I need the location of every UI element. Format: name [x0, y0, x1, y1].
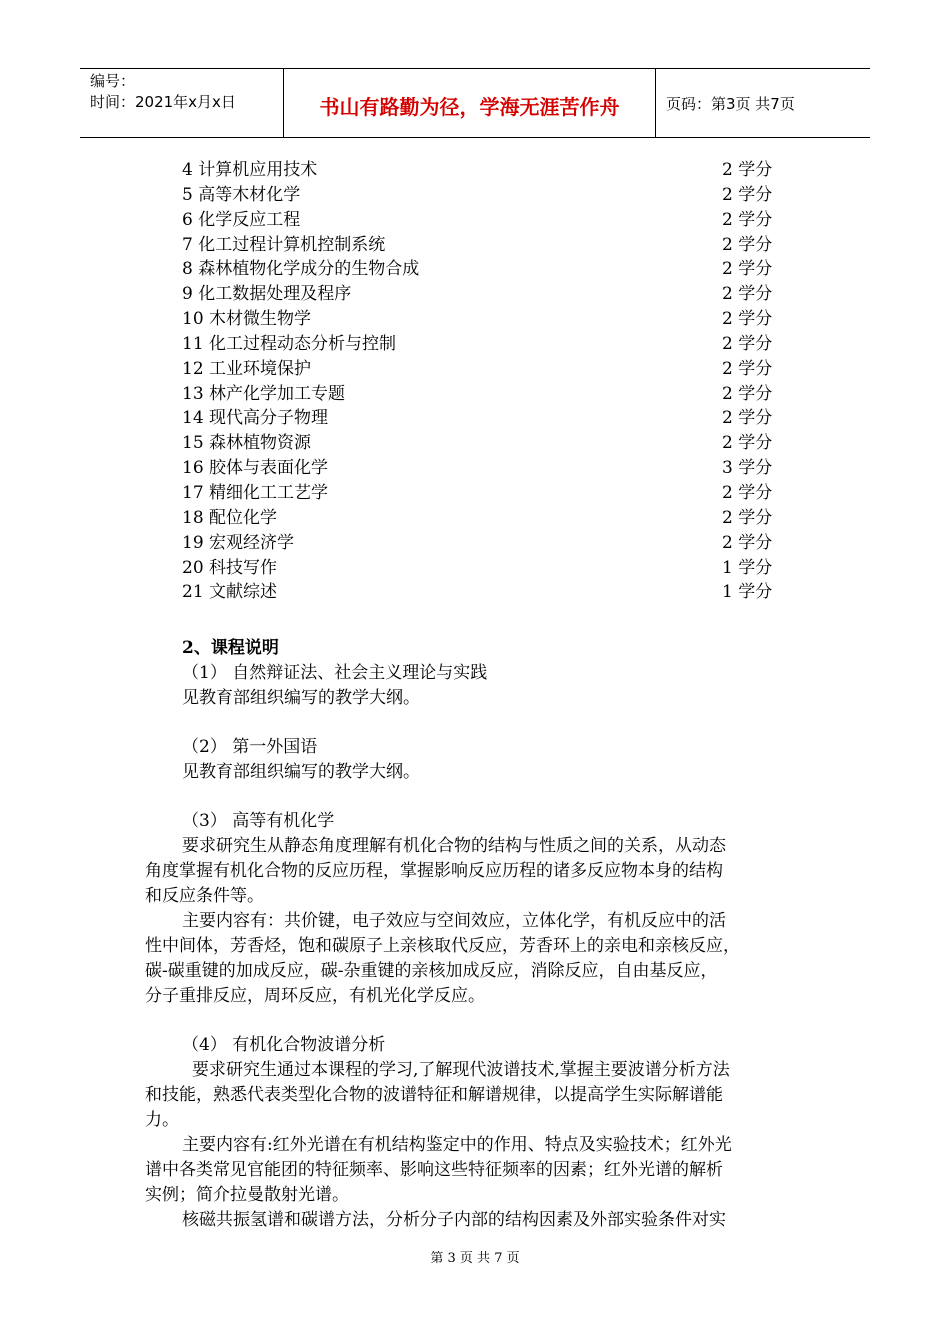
- course-row: [182, 382, 802, 407]
- course-credit: 2 学分: [722, 532, 773, 553]
- header-meta: [90, 71, 285, 113]
- course-list: [182, 158, 802, 605]
- header-motto: 书山有路勤为径，学海无涯苦作舟: [319, 95, 620, 119]
- header-time-label: 时间：2021年x月x日: [90, 93, 236, 111]
- course-row: [182, 406, 802, 431]
- course-name: 10 木材微生物学: [182, 309, 312, 330]
- course-row: [182, 556, 802, 581]
- course-name: 12 工业环境保护: [182, 358, 312, 379]
- course-credit: 2 学分: [722, 358, 773, 379]
- page-footer: 第 3 页 共 7 页: [430, 1251, 520, 1266]
- course-name: 19 宏观经济学: [182, 532, 295, 553]
- course-credit: 2 学分: [722, 433, 773, 454]
- header-page-info: 页码：第3页 共7页: [666, 95, 795, 113]
- course-name: 21 文献综述: [182, 582, 278, 603]
- course-name: 5 高等木材化学: [182, 184, 301, 205]
- subsection-title: （4） 有机化合物波谱分析: [182, 1035, 386, 1055]
- course-row: [182, 481, 802, 506]
- course-name: 4 计算机应用技术: [182, 160, 318, 180]
- course-row: [182, 233, 802, 258]
- course-row: [182, 580, 802, 605]
- course-name: 13 林产化学加工专题: [182, 383, 346, 404]
- course-name: 8 森林植物化学成分的生物合成: [182, 259, 420, 280]
- course-credit: 2 学分: [722, 284, 773, 305]
- paragraph-line: 力。: [145, 1110, 179, 1130]
- header-number-label: 编号：: [90, 72, 136, 90]
- course-credit: 2 学分: [722, 234, 773, 255]
- page-header: [80, 68, 870, 138]
- course-credit: 2 学分: [722, 209, 773, 230]
- course-name: 11 化工过程动态分析与控制: [182, 333, 397, 354]
- paragraph-line: 性中间体，芳香烃，饱和碳原子上亲核取代反应，芳香环上的亲电和亲核反应，: [145, 936, 740, 956]
- paragraph-line: 分子重排反应，周环反应，有机光化学反应。: [145, 986, 485, 1006]
- paragraph-line: 主要内容有：共价键，电子效应与空间效应，立体化学，有机反应中的活: [182, 911, 726, 931]
- paragraph-line: 核磁共振氢谱和碳谱方法，分析分子内部的结构因素及外部实验条件对实: [182, 1210, 726, 1230]
- paragraph-line: 和技能，熟悉代表类型化合物的波谱特征和解谱规律，以提高学生实际解谱能: [145, 1085, 723, 1105]
- course-row: [182, 158, 802, 183]
- course-credit: 2 学分: [722, 333, 773, 354]
- course-row: [182, 357, 802, 382]
- course-credit: 2 学分: [722, 160, 773, 180]
- course-credit: 2 学分: [722, 507, 773, 528]
- course-row: [182, 208, 802, 233]
- subsection-title: （1） 自然辩证法、社会主义理论与实践: [182, 663, 488, 683]
- section-heading: 2、课程说明: [182, 638, 279, 658]
- course-credit: 2 学分: [722, 184, 773, 205]
- course-credit: 2 学分: [722, 408, 773, 429]
- course-name: 16 胶体与表面化学: [182, 458, 329, 479]
- course-credit: 1 学分: [722, 557, 773, 578]
- paragraph-line: 碳-碳重键的加成反应，碳-杂重键的亲核加成反应，消除反应，自由基反应，: [145, 961, 718, 981]
- paragraph-line: 实例；简介拉曼散射光谱。: [145, 1185, 349, 1205]
- course-credit: 3 学分: [722, 458, 773, 479]
- course-row: [182, 456, 802, 481]
- course-name: 20 科技写作: [182, 557, 278, 578]
- course-name: 15 森林植物资源: [182, 433, 312, 454]
- subsection-title: （3） 高等有机化学: [182, 811, 335, 831]
- paragraph-line: 角度掌握有机化合物的反应历程，掌握影响反应历程的诸多反应物本身的结构: [145, 861, 723, 881]
- course-credit: 2 学分: [722, 383, 773, 404]
- course-name: 18 配位化学: [182, 507, 278, 528]
- course-row: [182, 431, 802, 456]
- paragraph-line: 要求研究生从静态角度理解有机化合物的结构与性质之间的关系，从动态: [182, 836, 726, 856]
- course-row: [182, 282, 802, 307]
- course-row: [182, 506, 802, 531]
- course-name: 14 现代高分子物理: [182, 408, 329, 429]
- paragraph-line: 谱中各类常见官能团的特征频率、影响这些特征频率的因素；红外光谱的解析: [145, 1160, 723, 1180]
- course-credit: 2 学分: [722, 482, 773, 503]
- course-row: [182, 183, 802, 208]
- course-credit: 2 学分: [722, 259, 773, 280]
- course-credit: 2 学分: [722, 309, 773, 330]
- course-name: 9 化工数据处理及程序: [182, 284, 352, 305]
- course-row: [182, 307, 802, 332]
- course-name: 7 化工过程计算机控制系统: [182, 234, 386, 255]
- course-name: 6 化学反应工程: [182, 209, 301, 230]
- course-credit: 1 学分: [722, 582, 773, 603]
- course-row: [182, 332, 802, 357]
- paragraph-line: 主要内容有:红外光谱在有机结构鉴定中的作用、特点及实验技术；红外光: [182, 1135, 732, 1155]
- header-divider: [655, 69, 656, 137]
- course-row: [182, 531, 802, 556]
- course-name: 17 精细化工工艺学: [182, 482, 329, 503]
- course-row: [182, 257, 802, 282]
- paragraph-line: 见教育部组织编写的教学大纲。: [182, 762, 420, 782]
- subsection-title: （2） 第一外国语: [182, 737, 318, 757]
- paragraph-line: 要求研究生通过本课程的学习,了解现代波谱技术,掌握主要波谱分析方法: [192, 1060, 730, 1080]
- paragraph-line: 见教育部组织编写的教学大纲。: [182, 688, 420, 708]
- paragraph-line: 和反应条件等。: [145, 886, 264, 906]
